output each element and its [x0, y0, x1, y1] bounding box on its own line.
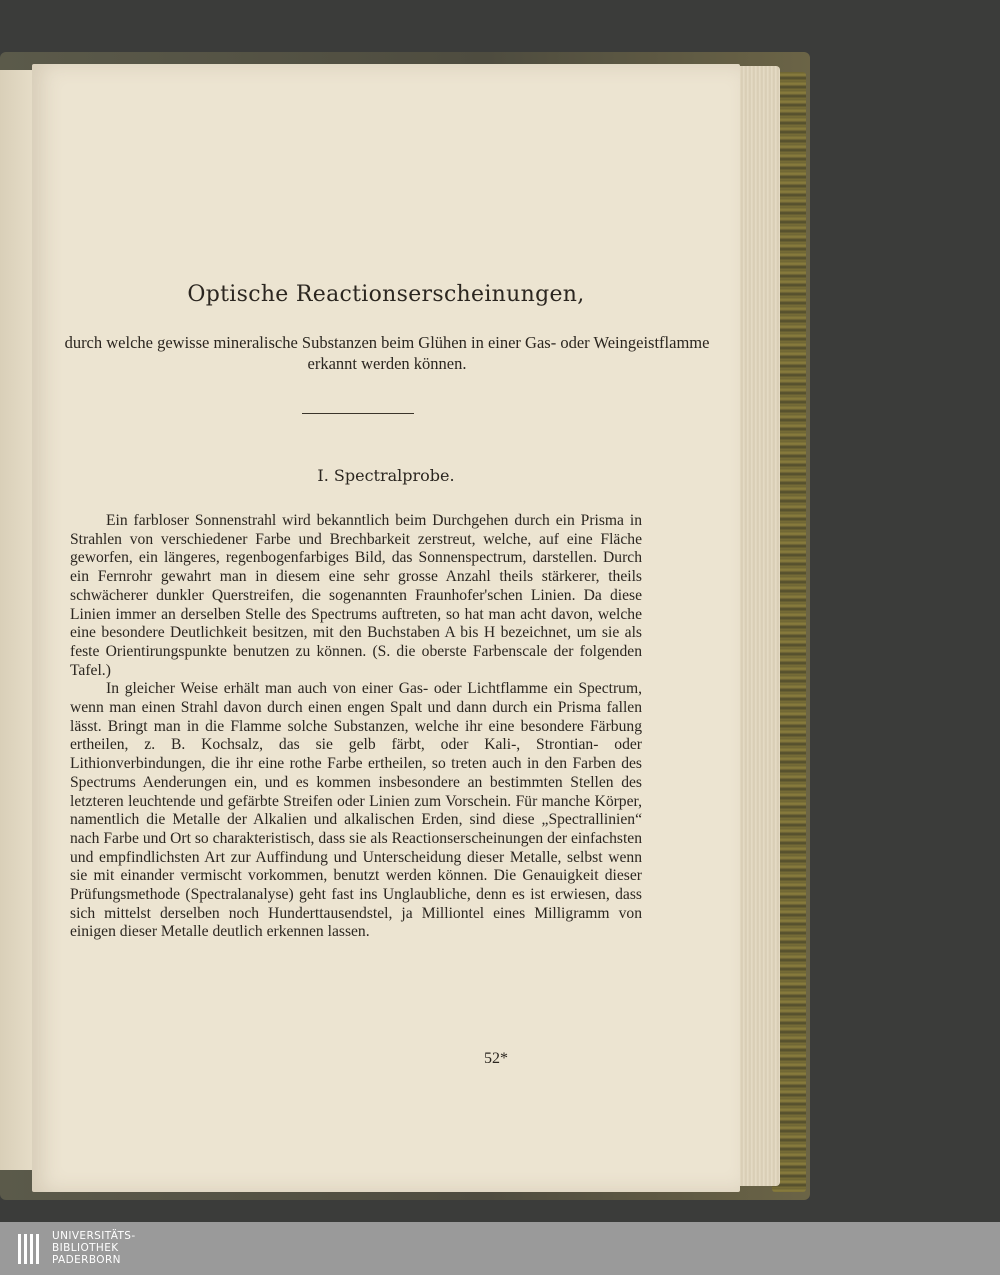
page-subtitle: durch welche gewisse mineralische Substanzen beim Glühen in einer Gas- oder Weingeistflamme erkannt werden können.: [64, 333, 710, 373]
logo-line: PADERBORN: [52, 1254, 121, 1266]
body-text: [70, 512, 642, 942]
logo-line: BIBLIOTHEK: [52, 1242, 119, 1254]
section-heading: I. Spectralprobe.: [317, 466, 455, 485]
logo-line: UNIVERSITÄTS-: [52, 1230, 136, 1242]
book-page: [32, 64, 740, 1192]
library-footer: [0, 1222, 1000, 1275]
left-page-edge: [0, 70, 34, 1170]
paragraph: Ein farbloser Sonnenstrahl wird bekanntlich beim Durchgehen durch ein Prisma in Strahlen von verschiedener Farbe und Brechbarkeit zerstreut, welche, auf eine Fläche geworfen, ein längeres, regenbogenfarbiges Bild, das Sonnenspectrum, darstellen. Durch ein Fernrohr gewahrt man in diesem eine sehr grosse Anzahl theils stärkerer, theils schwächerer dunkler Querstreifen, die sogenannten Fraunhofer'schen Linien. Da diese Linien immer an derselben Stelle des Spectrums auftreten, so hat man acht davon, welche eine besondere Deutlichkeit besitzen, mit den Buchstaben A bis H bezeichnet, um sie als feste Orientirungspunkte benutzen zu können. (S. die oberste Farbenscale der folgenden Tafel.): [70, 512, 642, 679]
page-title: Optische Reactionserscheinungen,: [187, 282, 585, 307]
library-logo-icon: [16, 1230, 44, 1268]
divider-rule: [302, 413, 414, 414]
paragraph: In gleicher Weise erhält man auch von einer Gas- oder Lichtflamme ein Spectrum, wenn man einen Strahl davon durch einen engen Spalt und dann durch ein Prisma fallen lässt. Bringt man in die Flamme solche Substanzen, welche ihr eine besondere Färbung ertheilen, z. B. Kochsalz, das sie gelb färbt, oder Kali-, Strontian- oder Lithionverbindungen, die ihr eine rothe Farbe ertheilen, so treten auch in den Farben des Spectrums Aenderungen ein, und es kommen insbesondere an bestimmten Stellen des letzteren leuchtende und gefärbte Streifen oder Linien zum Vorschein. Für manche Körper, namentlich die Metalle der Alkalien und alkalischen Erden, sind diese „Spectrallinien“ nach Farbe und Ort so charakteristisch, dass sie als Reactionserscheinungen der einfachsten und empfindlichsten Art zur Auffindung und Unterscheidung dieser Metalle, selbst wenn sie mit einander vermischt vorkommen, benutzt werden können. Die Genauigkeit dieser Prüfungsmethode (Spectralanalyse) geht fast ins Unglaubliche, denn es ist erwiesen, dass sich mittelst derselben noch Hunderttausendstel, ja Milliontel eines Milligramm von einigen dieser Metalle deutlich erkennen lassen.: [70, 680, 642, 941]
library-logo-text: [52, 1230, 136, 1266]
page-number: 52*: [484, 1050, 508, 1067]
